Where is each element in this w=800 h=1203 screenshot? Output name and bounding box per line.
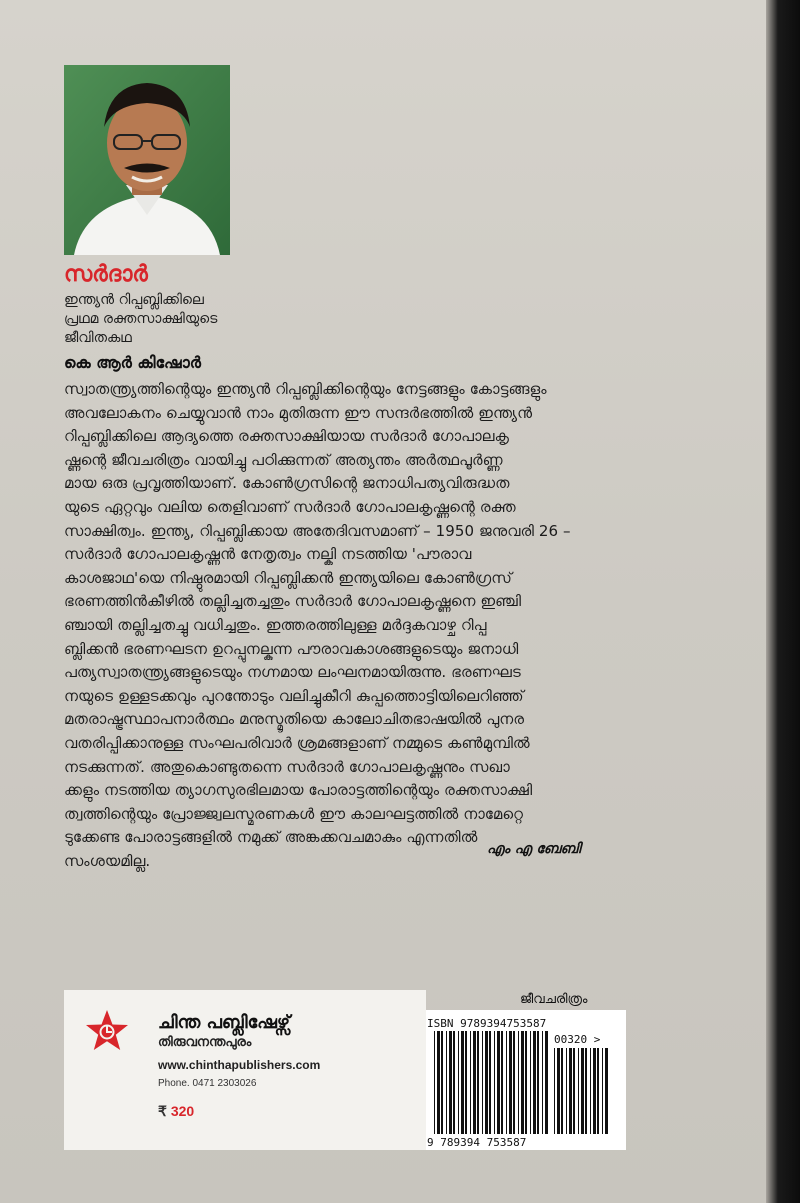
red-star-logo-icon [84, 1008, 130, 1054]
blurb-line: റിപ്പബ്ലിക്കിലെ ആദ്യത്തെ രക്തസാക്ഷിയായ സർദാർ ഗോപാലകൃ [64, 427, 509, 446]
barcode-bar [578, 1048, 579, 1134]
barcode-bar [545, 1031, 548, 1134]
barcode-bar [506, 1031, 507, 1134]
subtitle-line: പ്രഥമ രക്തസാക്ഷിയുടെ [64, 311, 218, 327]
blurb-line: സാക്ഷിത്വം. ഇന്ത്യ, റിപ്പബ്ലിക്കായ അതേദിവസമാണ് – 1950 ജനുവരി 26 – [64, 521, 571, 540]
barcode-bar [446, 1031, 447, 1134]
rupee-symbol: ₹ [158, 1103, 167, 1119]
publisher-city: തിരുവനന്തപുരം [158, 1035, 252, 1050]
barcode-bar [521, 1031, 524, 1134]
barcode-bar [509, 1031, 512, 1134]
barcode-bar [513, 1031, 515, 1134]
barcode-addon-code: 00320 > [554, 1033, 601, 1046]
barcode-bar [449, 1031, 452, 1134]
barcode-bar [605, 1048, 608, 1134]
book-subtitle [64, 291, 364, 348]
barcode-bar [557, 1048, 560, 1134]
barcode-bars [434, 1031, 550, 1134]
barcode-bar [566, 1048, 567, 1134]
barcode-bar [585, 1048, 587, 1134]
blurb-line: സംശയമില്ല. [64, 851, 151, 870]
barcode-bar [597, 1048, 599, 1134]
blurb-line: ഞ്ചായി തല്ലിച്ചതച്ചു വധിച്ചതും. ഇത്തരത്തിലുള്ള മർദ്ദകവാഴ്ച റിപ്പ [64, 615, 487, 634]
barcode-bar [602, 1048, 603, 1134]
author-name: കെ ആർ കിഷോർ [64, 353, 201, 372]
barcode-bar [581, 1048, 584, 1134]
author-photo [64, 65, 230, 255]
barcode-bar [569, 1048, 572, 1134]
book-price [158, 1103, 194, 1120]
barcode-bar [485, 1031, 488, 1134]
barcode-bar [494, 1031, 495, 1134]
barcode-bar [489, 1031, 491, 1134]
barcode-addon-bars [554, 1048, 610, 1134]
subtitle-line: ജീവിതകഥ [64, 330, 132, 346]
barcode-bar [497, 1031, 500, 1134]
blurb-line: നയുടെ ഉള്ളടക്കവും പുറന്തോടും വലിച്ചുകീറി കുപ്പത്തൊട്ടിയിലെറിഞ്ഞ് [64, 686, 524, 705]
barcode-bar [441, 1031, 443, 1134]
publisher-phone: Phone. 0471 2303026 [158, 1078, 257, 1089]
book-category: ജീവചരിത്രം [520, 992, 588, 1007]
book-title: സർദാർ [64, 262, 148, 287]
blurb-line: അവലോകനം ചെയ്യുവാൻ നാം മുതിരുന്ന ഈ സന്ദർഭത്തിൽ ഇന്ത്യൻ [64, 403, 533, 422]
blurb-line: നടക്കുന്നത്. അതുകൊണ്ടുതന്നെ സർദാർ ഗോപാലകൃഷ്ണനും സഖാ [64, 757, 510, 776]
barcode-bar [537, 1031, 539, 1134]
publisher-name: ചിന്ത പബ്ലിഷേഴ്സ് [158, 1012, 291, 1033]
blurb-line: കാശജാഥ'യെ നിഷ്ഠുരമായി റിപ്പബ്ലിക്കൻ ഇന്ത്യയിലെ കോൺഗ്രസ് [64, 568, 512, 587]
barcode-bar [437, 1031, 440, 1134]
barcode-bar [525, 1031, 527, 1134]
blurb-line: പത്യസ്വാതന്ത്ര്യങ്ങളുടെയും നഗ്നമായ ലംഘനമായിരുന്നു. ഭരണഘട [64, 663, 521, 682]
cover-spine-edge [766, 0, 800, 1203]
price-amount: 320 [170, 1103, 195, 1119]
blurb-signature: എം എ ബേബി [487, 841, 581, 857]
blurb-line: സർദാർ ഗോപാലകൃഷ്ണൻ നേതൃത്വം നല്കി നടത്തിയ 'പൗരാവ [64, 545, 472, 564]
barcode-bar [530, 1031, 531, 1134]
barcode-bar [477, 1031, 479, 1134]
barcode-bar [434, 1031, 435, 1134]
barcode-bar [501, 1031, 503, 1134]
barcode-bar [542, 1031, 543, 1134]
blurb-line: ക്കളും നടത്തിയ ത്യാഗസുരഭിലമായ പോരാട്ടത്തിന്റെയും രക്തസാക്ഷി [64, 781, 533, 800]
blurb-line: മതരാഷ്ട്രസ്ഥാപനാർത്ഥം മനുസ്മൃതിയെ കാലോചിതഭാഷയിൽ പുനര [64, 710, 525, 729]
barcode-bar [561, 1048, 563, 1134]
blurb-line: ടുക്കേണ്ട പോരാട്ടങ്ങളിൽ നമുക്ക് അങ്കക്കവചമാകും എന്നതിൽ [64, 828, 478, 847]
barcode-bar [533, 1031, 536, 1134]
publisher-box [64, 990, 426, 1150]
barcode-bar [453, 1031, 455, 1134]
barcode-bar [465, 1031, 467, 1134]
blurb-line: ത്വത്തിന്റെയും പ്രോജ്ജ്വലസ്മരണകൾ ഈ കാലഘട്ടത്തിൽ നാമേറ്റെ [64, 804, 524, 823]
blurb-line: ഷ്ണന്റെ ജീവചരിത്രം വായിച്ചു പഠിക്കുന്നത് അത്യന്തം അർത്ഥപൂർണ്ണ [64, 450, 503, 469]
blurb-text [64, 378, 638, 873]
barcode-bar [473, 1031, 476, 1134]
subtitle-line: ഇന്ത്യൻ റിപ്പബ്ലിക്കിലെ [64, 292, 204, 308]
blurb-line: സ്വാതന്ത്ര്യത്തിന്റെയും ഇന്ത്യൻ റിപ്പബ്ലിക്കിന്റെയും നേട്ടങ്ങളും കോട്ടങ്ങളും [64, 380, 547, 398]
barcode-bar [573, 1048, 575, 1134]
blurb-line: യുടെ ഏറ്റവും വലിയ തെളിവാണ് സർദാർ ഗോപാലകൃഷ്ണന്റെ രക്ത [64, 497, 516, 516]
barcode-bar [554, 1048, 555, 1134]
barcode-bar [458, 1031, 459, 1134]
isbn-label: ISBN 9789394753587 [427, 1017, 547, 1030]
barcode-bar [461, 1031, 464, 1134]
barcode-bar [482, 1031, 483, 1134]
barcode-number: 9 789394 753587 [427, 1136, 527, 1149]
barcode-bar [470, 1031, 471, 1134]
blurb-line: ഭരണത്തിൻകീഴിൽ തല്ലിച്ചതച്ചതും സർദാർ ഗോപാലകൃഷ്ണനെ ഇഞ്ചി [64, 592, 522, 611]
blurb-line: മായ ഒരു പ്രവൃത്തിയാണ്. കോൺഗ്രസിന്റെ ജനാധിപത്യവിരുദ്ധത [64, 474, 510, 493]
barcode-bar [593, 1048, 596, 1134]
barcode-bar [518, 1031, 519, 1134]
blurb-line: ബ്ലിക്കൻ ഭരണഘടന ഉറപ്പുനല്കുന്ന പൗരാവകാശങ്ങളുടെയും ജനാധി [64, 639, 519, 658]
barcode-bar [590, 1048, 591, 1134]
publisher-website: www.chinthapublishers.com [158, 1058, 321, 1072]
blurb-line: വതരിപ്പിക്കാനുള്ള സംഘപരിവാർ ശ്രമങ്ങളാണ് നമ്മുടെ കൺമുമ്പിൽ [64, 733, 530, 752]
